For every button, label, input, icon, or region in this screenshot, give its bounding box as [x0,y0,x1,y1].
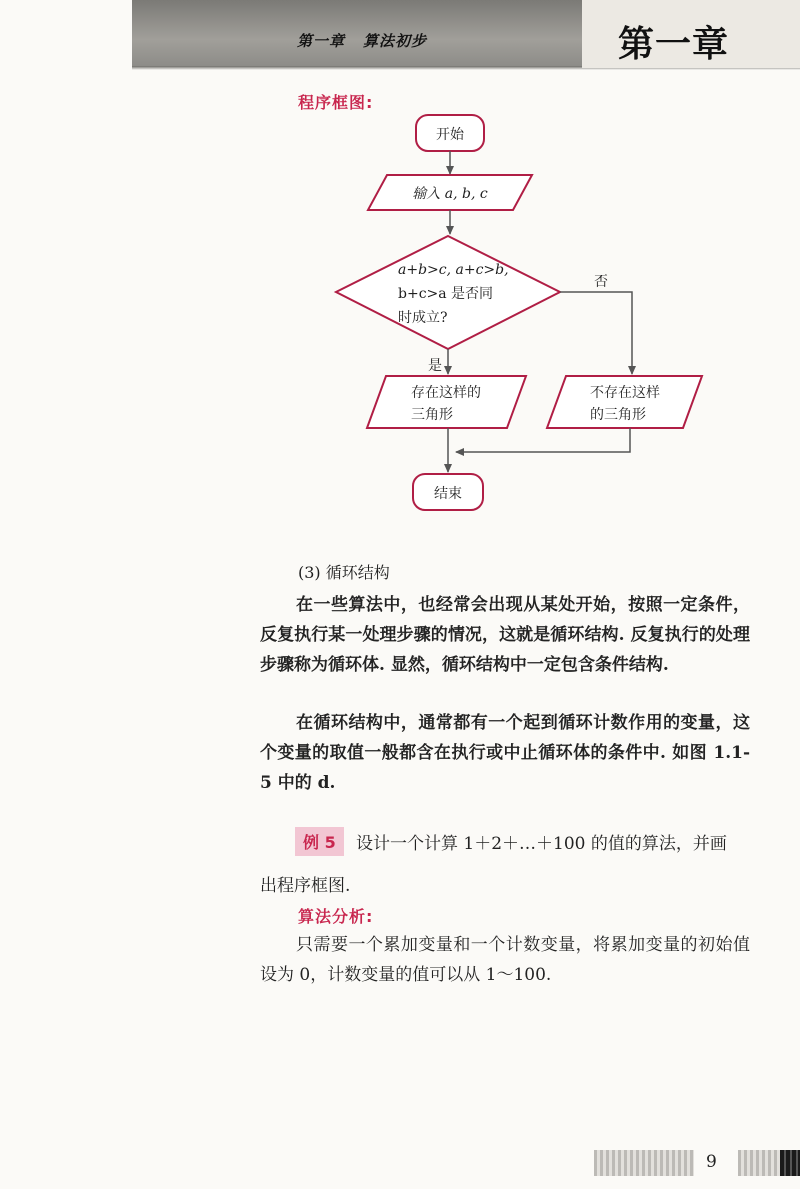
yes-label: 是 [428,358,442,374]
flowchart [0,0,800,540]
no-output-line-1: 不存在这样 [590,385,660,401]
example-tag: 例 5 [295,827,344,856]
paragraph-loop-counter: 在循环结构中，通常都有一个起到循环计数作用的变量，这个变量的取值一般都含在执行或中止循环体的条件中. 如图 1.1-5 中的 d. [260,713,750,793]
footer-bar-right [738,1150,780,1176]
decision-line-3: 时成立? [398,310,448,326]
no-label: 否 [594,274,608,290]
analysis-heading: 算法分析: [298,907,374,926]
footer-bar-left [594,1150,694,1176]
section-heading: (3) 循环结构 [298,563,390,582]
yes-output-line-2: 三角形 [411,407,453,423]
example-text-line-2: 出程序框图. [260,876,351,896]
example-text-line-1: 设计一个计算 1＋2＋…＋100 的值的算法，并画 [356,834,727,854]
input-label: 输入 a, b, c [412,186,488,202]
start-label: 开始 [436,127,464,143]
chapter-badge: 第一章 [618,24,730,65]
footer-bar-dark [780,1150,800,1176]
yes-output-line-1: 存在这样的 [411,385,481,401]
running-head-title: 算法初步 [363,32,428,50]
no-output-line-2: 的三角形 [590,407,646,423]
page-number: 9 [706,1152,717,1172]
arrow-merge [456,428,630,452]
decision-line-2: b+c>a 是否同 [398,286,494,302]
flowchart-heading: 程序框图: [298,93,374,112]
end-label: 结束 [434,486,462,502]
arrow-no-branch [560,292,632,374]
running-head-chapter: 第一章 [297,32,346,50]
paragraph-loop-definition: 在一些算法中，也经常会出现从某处开始，按照一定条件，反复执行某一处理步骤的情况，这就是循环结构. 反复执行的处理步骤称为循环体. 显然，循环结构中一定包含条件结构. [260,595,750,675]
analysis-paragraph: 只需要一个累加变量和一个计数变量，将累加变量的初始值设为 0，计数变量的值可以从 1～100. [260,935,750,985]
decision-line-1: a+b>c, a+c>b, [398,262,509,278]
